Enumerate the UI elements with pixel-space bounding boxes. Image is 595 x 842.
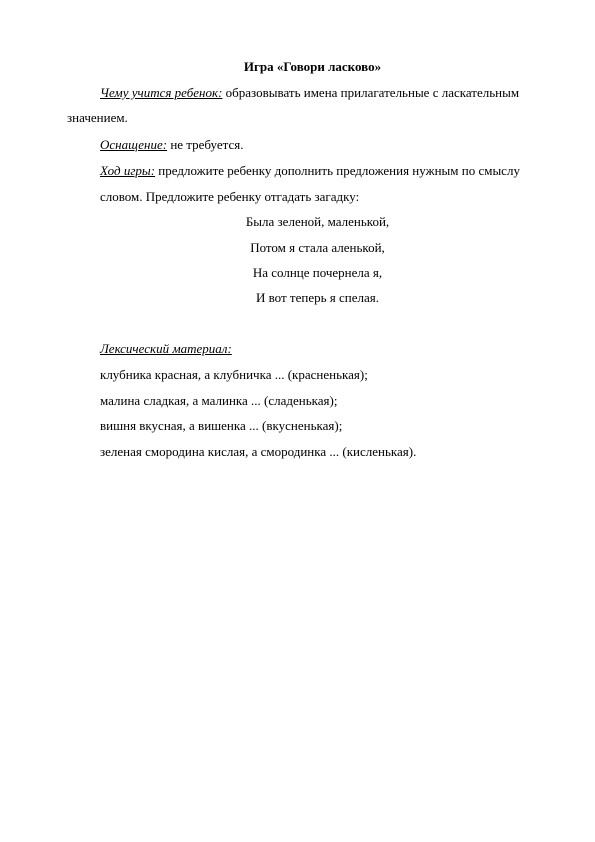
- lexical-item-1: клубника красная, а клубничка ... (красненькая);: [100, 367, 368, 382]
- goal-text-line2: значением.: [67, 110, 128, 125]
- procedure-label: Ход игры:: [100, 163, 156, 178]
- lexical-item-4: зеленая смородина кислая, а смородинка ... (кисленькая).: [100, 444, 417, 459]
- lexical-label: Лексический материал:: [100, 341, 232, 356]
- equipment-text: не требуется.: [167, 137, 244, 152]
- goal-label: Чему учится ребенок:: [100, 85, 223, 100]
- equipment-paragraph: [100, 137, 243, 153]
- procedure-text-line2: словом. Предложите ребенку отгадать загадку:: [100, 189, 360, 204]
- goal-text-line1: образовывать имена прилагательные с ласкательным: [222, 85, 520, 100]
- procedure-text-line1: предложите ребенку дополнить предложения нужным по смыслу: [155, 163, 520, 178]
- lexical-section: [100, 341, 232, 357]
- goal-paragraph-line1: [100, 85, 519, 101]
- lexical-item-3: вишня вкусная, а вишенка ... (вкусненькая);: [100, 418, 343, 433]
- lexical-item-2: малина сладкая, а малинка ... (сладенькая);: [100, 393, 338, 408]
- equipment-label: Оснащение:: [100, 137, 168, 152]
- riddle-line-4: И вот теперь я спелая.: [255, 290, 380, 305]
- document-title: Игра «Говори ласково»: [243, 59, 382, 74]
- procedure-paragraph-line1: [100, 163, 520, 179]
- riddle-line-1: Была зеленой, маленькой,: [245, 214, 390, 229]
- riddle-line-3: На солнце почернела я,: [252, 265, 383, 280]
- riddle-line-2: Потом я стала аленькой,: [250, 240, 385, 255]
